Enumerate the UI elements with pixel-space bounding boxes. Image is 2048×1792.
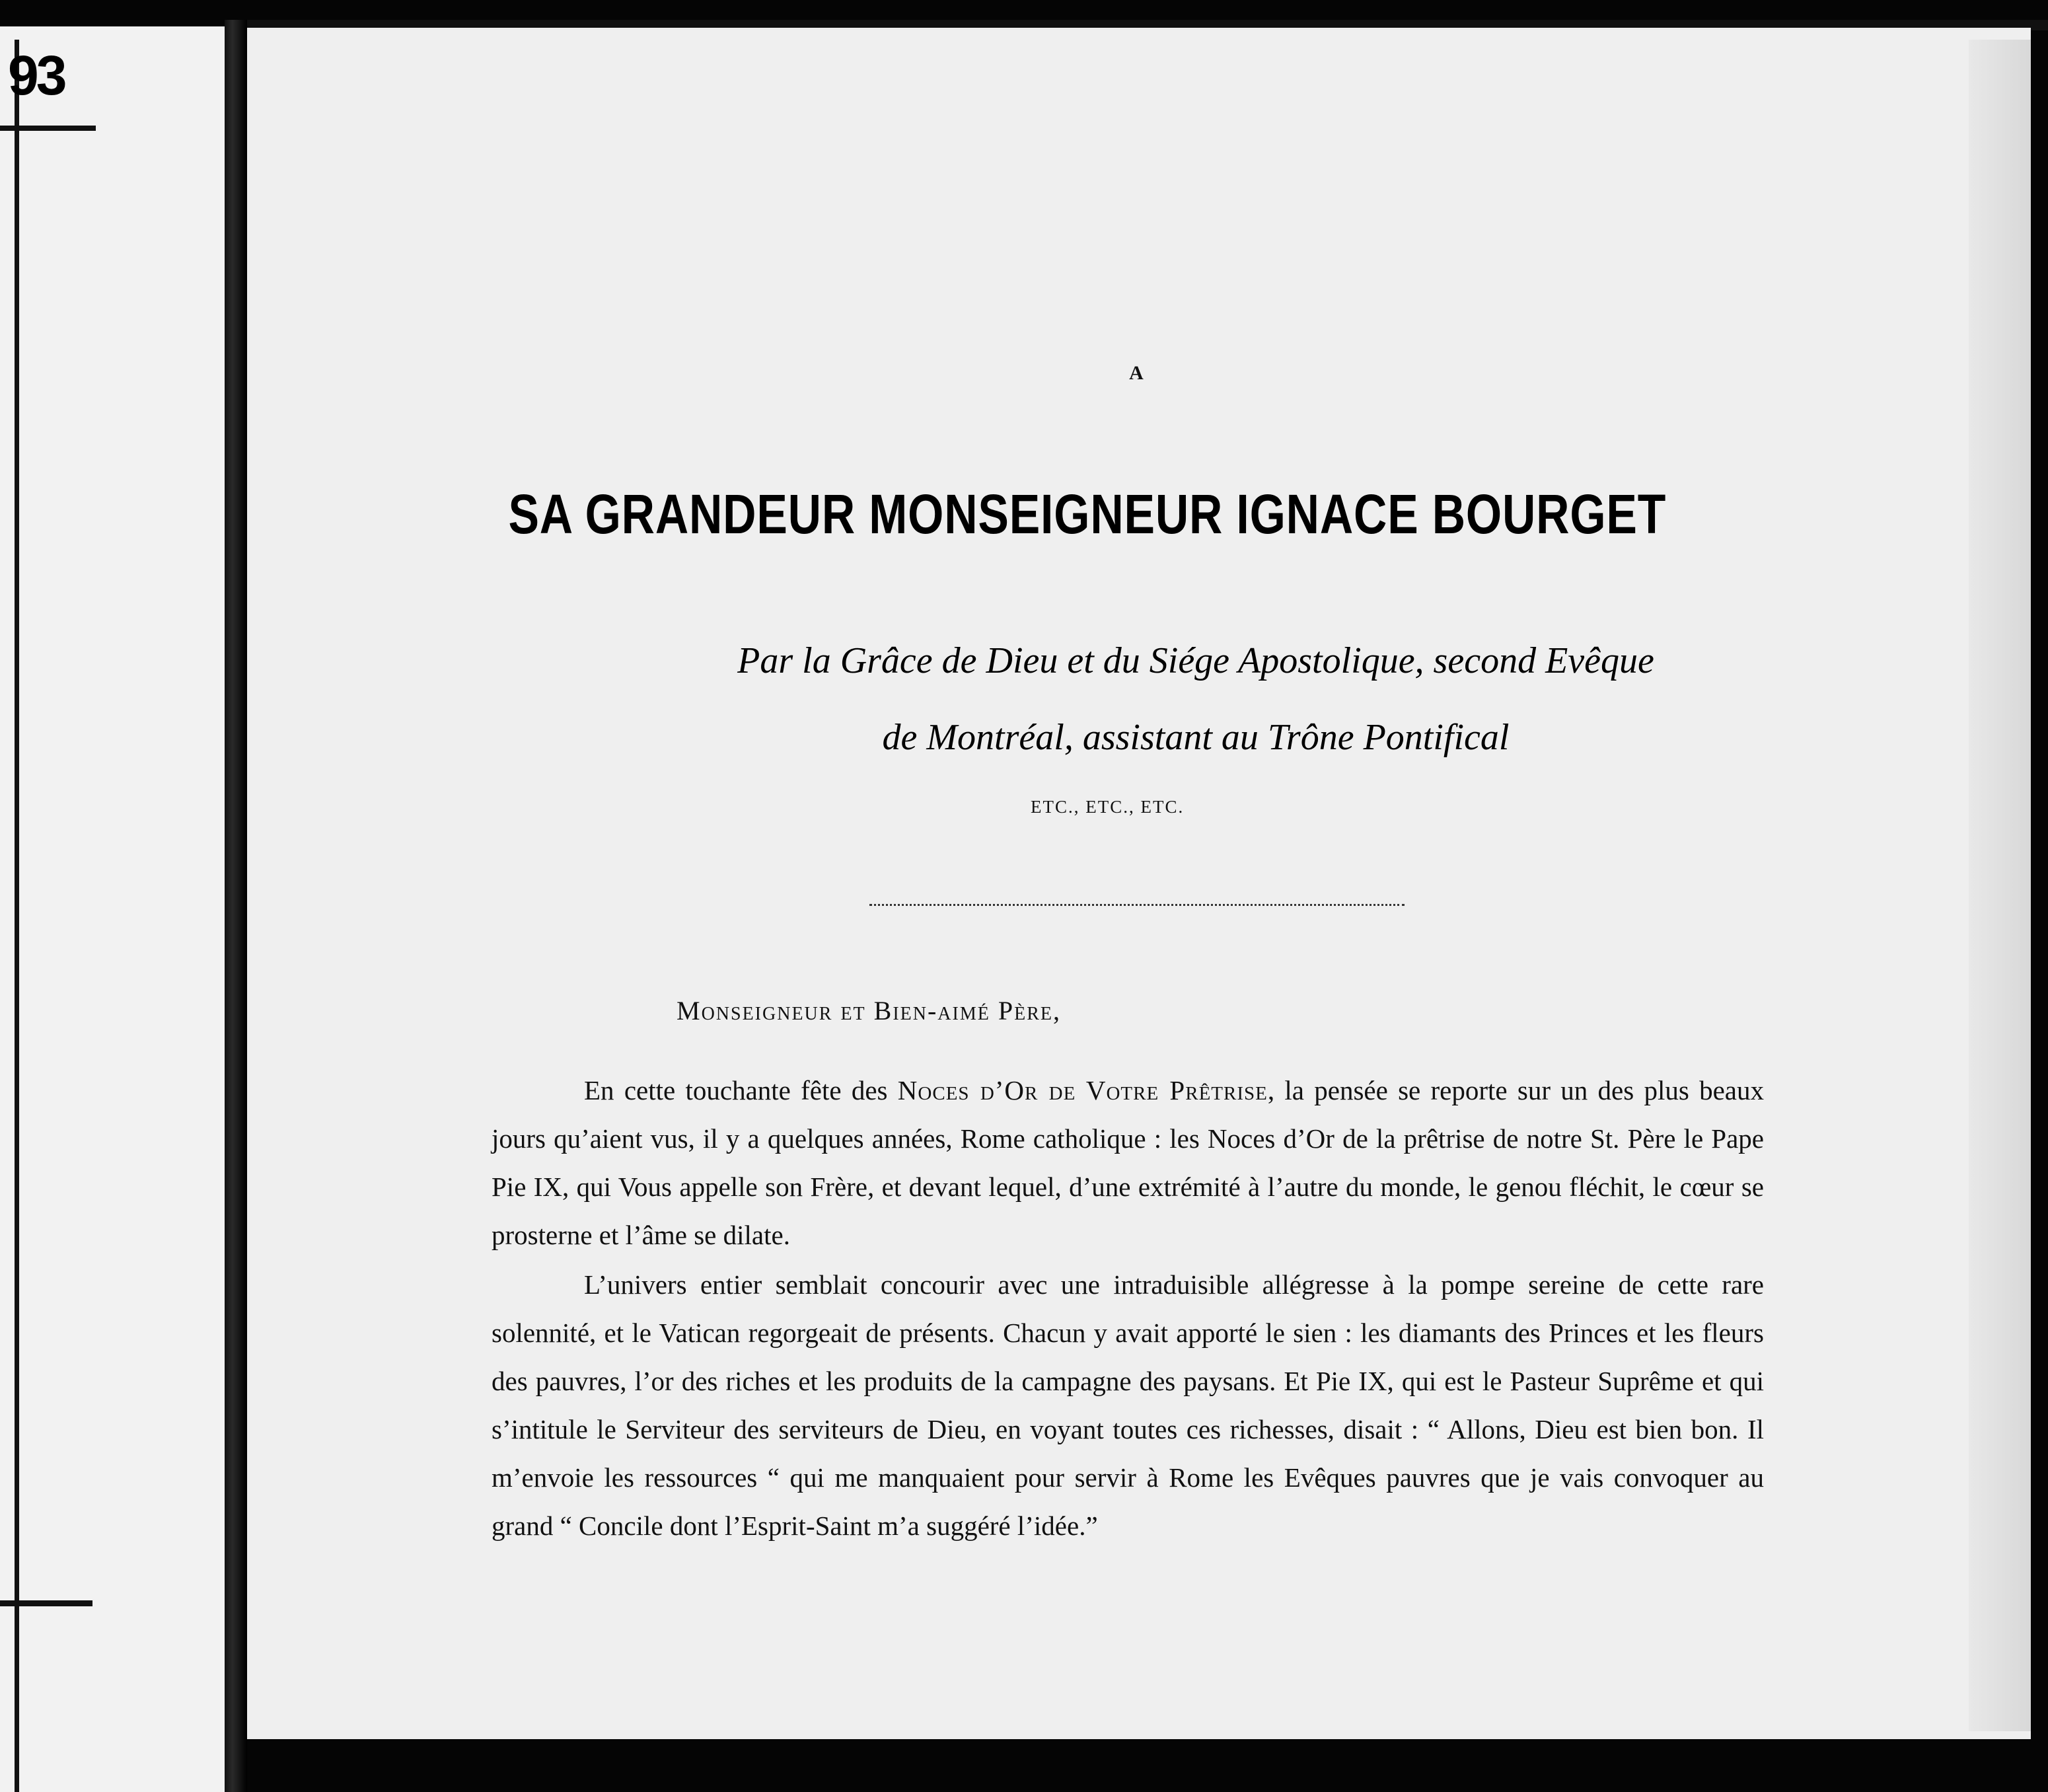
para1-text-start: En cette touchante fête des bbox=[584, 1075, 898, 1105]
registration-line-top bbox=[0, 126, 96, 131]
registration-line-vertical bbox=[15, 40, 19, 1792]
page-edge-shadow bbox=[1969, 40, 2031, 1731]
paragraph-2: L’univers entier semblait concourir avec une intraduisible allégresse à la pompe sereine de cette rare solennité, et le Vatican regorgeait de présents. Chacun y avait apporté le sien : les diamants des Princes et les fleurs des pauvres, l’or des riches et les produits de la campagne des paysans. Et Pie IX, qui est le Pasteur Suprême et qui s’intitule le Serviteur des serviteurs de Dieu, en voyant toutes ces richesses, disait : “ Allons, Dieu est bien bon. Il m’envoie les ressources “ qui me manquaient pour servir à Rome les Evêques pauvres que je vais convoquer au grand “ Concile dont l’Esprit-Saint m’a suggéré l’idée.” bbox=[492, 1269, 1764, 1541]
registration-line-bottom bbox=[0, 1600, 92, 1606]
paragraph-1 bbox=[492, 1066, 1764, 1259]
etc-line: ETC., ETC., ETC. bbox=[1031, 797, 1185, 817]
subtitle-line-1: Par la Grâce de Dieu et du Siége Apostolique, second Evêque bbox=[737, 640, 1654, 681]
frame-number: 93 bbox=[8, 44, 65, 106]
para1-text-end: , la pensée se reporte sur un des plus beaux jours qu’aient vus, il y a quelques années, Rome catholique : les Noces d’Or de la prêtrise de notre St. Père le Pape Pie IX, qui Vous appelle son Frère, et devant lequel, d’une extrémité à l’autre du monde, le genou fléchit, le cœur se prosterne et l’âme se dilate. bbox=[492, 1075, 1765, 1250]
para1-smallcaps: Noces d’Or de Votre Prêtrise bbox=[897, 1075, 1268, 1105]
salutation: Monseigneur et Bien-aimé Père, bbox=[677, 996, 1061, 1026]
subtitle-line-2: de Montréal, assistant au Trône Pontifical bbox=[882, 717, 1510, 758]
dotted-divider bbox=[869, 904, 1405, 906]
left-margin-strip bbox=[0, 26, 225, 1792]
book-spine bbox=[225, 20, 247, 1792]
dedication-a: A bbox=[1129, 362, 1144, 384]
page-title: SA GRANDEUR MONSEIGNEUR IGNACE BOURGET bbox=[508, 483, 1667, 545]
